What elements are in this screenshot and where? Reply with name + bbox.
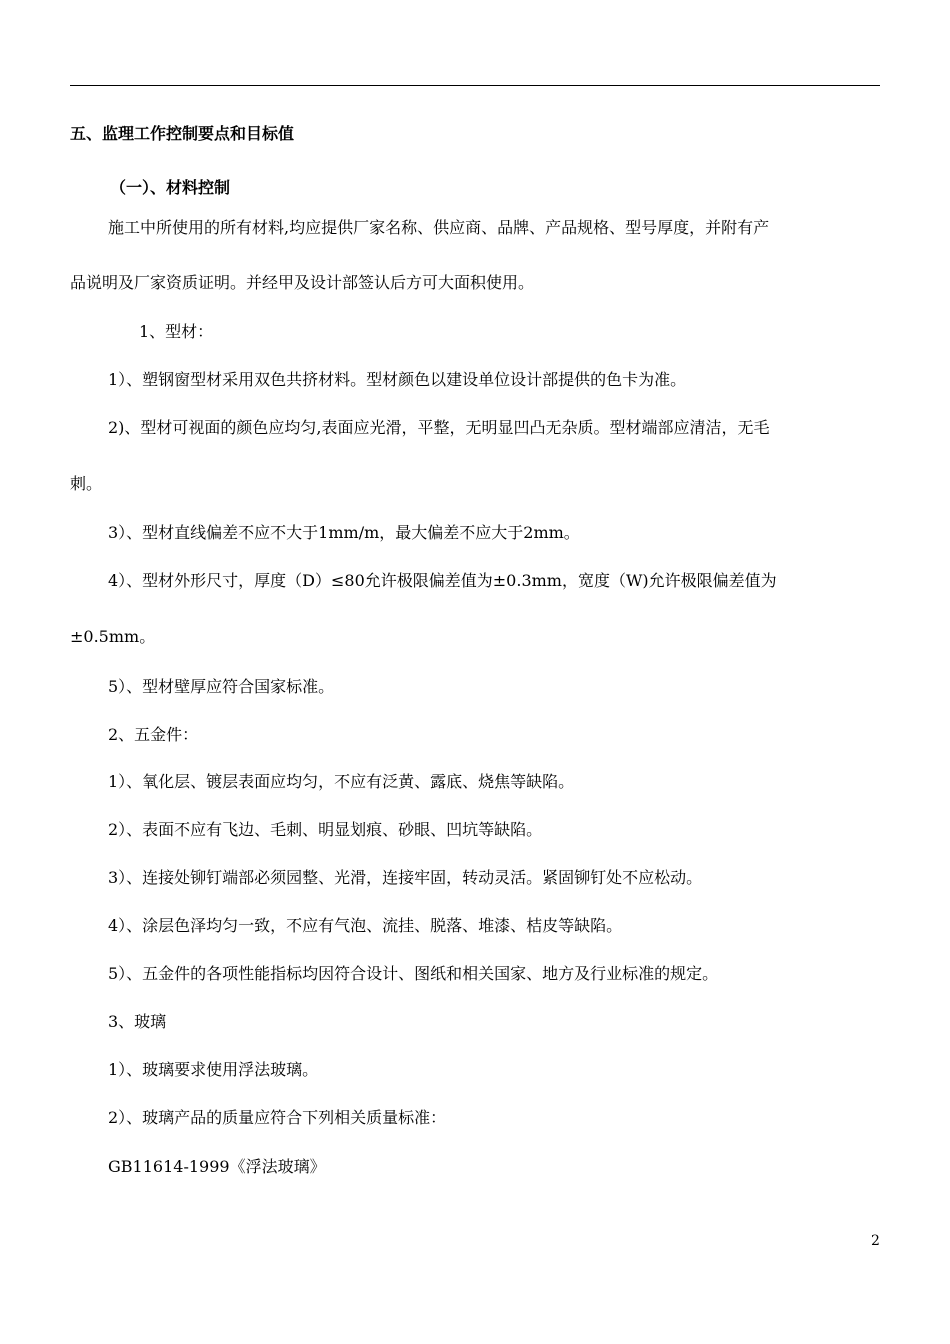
glass-item-2: 2）、玻璃产品的质量应符合下列相关质量标准： — [108, 1108, 447, 1127]
hardware-item-5: 5）、五金件的各项性能指标均因符合设计、图纸和相关国家、地方及行业标准的规定。 — [108, 964, 719, 983]
subsection-title: （一）、材料控制 — [110, 178, 231, 197]
profiles-heading: 1、型材： — [139, 322, 214, 341]
profiles-item-4-line-1: 4）、型材外形尺寸，厚度（D）≤80允许极限偏差值为±0.3mm，宽度（W)允许极限偏差值为 — [108, 571, 777, 590]
hardware-item-1: 1）、氧化层、镀层表面应均匀，不应有泛黄、露底、烧焦等缺陷。 — [108, 772, 575, 791]
glass-standard: GB11614-1999《浮法玻璃》 — [108, 1157, 326, 1176]
intro-line-1: 施工中所使用的所有材料,均应提供厂家名称、供应商、品牌、产品规格、型号厚度，并附有产 — [108, 218, 770, 237]
hardware-item-3: 3）、连接处铆钉端部必须园整、光滑，连接牢固，转动灵活。紧固铆钉处不应松动。 — [108, 868, 703, 887]
glass-heading: 3、玻璃 — [108, 1012, 167, 1031]
section-title: 五、监理工作控制要点和目标值 — [70, 124, 295, 143]
profiles-item-2-line-2: 刺。 — [70, 474, 103, 493]
hardware-heading: 2、五金件： — [108, 725, 199, 744]
glass-item-1: 1）、玻璃要求使用浮法玻璃。 — [108, 1060, 319, 1079]
profiles-item-3: 3）、型材直线偏差不应不大于1mm/m，最大偏差不应大于2mm。 — [108, 523, 580, 542]
profiles-item-1: 1）、塑钢窗型材采用双色共挤材料。型材颜色以建设单位设计部提供的色卡为准。 — [108, 370, 687, 389]
profiles-item-4-line-2: ±0.5mm。 — [70, 627, 156, 646]
profiles-item-5: 5）、型材壁厚应符合国家标准。 — [108, 677, 335, 696]
page-number: 2 — [871, 1233, 880, 1249]
hardware-item-2: 2）、表面不应有飞边、毛刺、明显划痕、砂眼、凹坑等缺陷。 — [108, 820, 543, 839]
hardware-item-4: 4）、涂层色泽均匀一致，不应有气泡、流挂、脱落、堆漆、桔皮等缺陷。 — [108, 916, 623, 935]
profiles-item-2-line-1: 2)、型材可视面的颜色应均匀,表面应光滑，平整，无明显凹凸无杂质。型材端部应清洁，无毛 — [108, 418, 770, 437]
header-rule — [70, 85, 880, 86]
intro-line-2: 品说明及厂家资质证明。并经甲及设计部签认后方可大面积使用。 — [70, 273, 535, 292]
